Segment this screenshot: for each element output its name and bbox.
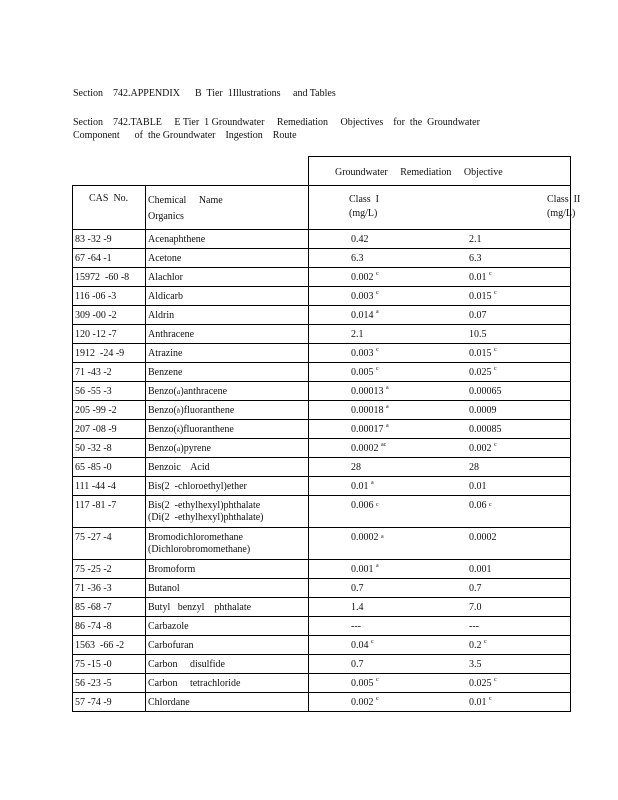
footnote-mark: a xyxy=(386,404,389,410)
table-row xyxy=(72,617,571,636)
footnote-mark: c xyxy=(494,677,497,683)
chemical-name: Benzo( xyxy=(148,424,177,435)
chemical-name: Atrazine xyxy=(148,348,183,359)
chemical-name-italic: a xyxy=(176,445,181,453)
cas-cell xyxy=(72,268,145,286)
chemical-name: Aldicarb xyxy=(148,291,183,302)
class2-value: 7.0 xyxy=(469,602,482,613)
cas-number: 207 -08 -9 xyxy=(75,424,117,435)
footnote-mark: c xyxy=(376,347,379,353)
class1-value: 0.7 xyxy=(351,659,364,670)
class1-value: 0.014 xyxy=(351,310,374,321)
chemical-cell xyxy=(145,496,308,527)
cas-number: 116 -06 -3 xyxy=(75,291,117,302)
cas-cell xyxy=(72,579,145,597)
class1-value: 6.3 xyxy=(351,253,364,264)
table-row xyxy=(72,268,571,287)
class1-cell xyxy=(308,287,426,305)
table-row xyxy=(72,496,571,528)
class1-value: 0.002 xyxy=(351,272,374,283)
header-class2-unit: (mg/L) xyxy=(547,208,576,219)
class2-cell xyxy=(426,636,571,654)
chemical-name-italic: a xyxy=(176,388,181,396)
footnote-mark: c xyxy=(376,366,379,372)
footnote-mark: a xyxy=(381,534,384,540)
table-row xyxy=(72,655,571,674)
footnote-mark: c xyxy=(489,271,492,277)
class2-value: 0.015 xyxy=(469,348,492,359)
cas-number: 50 -32 -8 xyxy=(75,443,112,454)
class1-value: 0.7 xyxy=(351,583,364,594)
class2-cell xyxy=(426,306,571,324)
class2-cell xyxy=(426,401,571,419)
footnote-mark: c xyxy=(371,639,374,645)
chemical-name: Alachlor xyxy=(148,272,183,283)
chemical-name: Bromodichloromethane xyxy=(148,532,243,543)
class2-value: 0.0009 xyxy=(469,405,497,416)
chemical-name-italic: b xyxy=(176,407,181,415)
footnote-mark: c xyxy=(489,502,492,508)
footnote-mark: a xyxy=(386,385,389,391)
class1-cell xyxy=(308,401,426,419)
cas-cell xyxy=(72,287,145,305)
header-class1-label: Class I xyxy=(349,194,379,205)
chemical-name-alt: (Di(2 -ethylhexyl)phthalate) xyxy=(148,512,264,523)
class1-value: 2.1 xyxy=(351,329,364,340)
chemical-name: Bromoform xyxy=(148,564,196,575)
chemical-cell xyxy=(145,617,308,635)
footnote-mark: c xyxy=(489,696,492,702)
class1-value: --- xyxy=(351,621,361,632)
table-row xyxy=(72,382,571,401)
class2-cell xyxy=(426,325,571,343)
header-class1 xyxy=(308,186,426,229)
chemical-name: Benzene xyxy=(148,367,183,378)
class2-cell xyxy=(426,458,571,476)
table-row xyxy=(72,693,571,712)
cas-cell xyxy=(72,598,145,616)
class2-cell xyxy=(426,579,571,597)
chemical-name-rest: )fluoranthene xyxy=(180,424,234,435)
group-header-label: Groundwater Remediation Objective xyxy=(335,167,503,178)
section-heading: Section 742.APPENDIX B Tier 1Illustrations and Tables xyxy=(73,88,336,99)
table-row xyxy=(72,477,571,496)
table-row xyxy=(72,401,571,420)
chemical-name-rest: )anthracene xyxy=(180,386,228,397)
class2-value: 0.002 xyxy=(469,443,492,454)
class1-cell xyxy=(308,579,426,597)
class1-value: 0.00017 xyxy=(351,424,384,435)
class2-cell xyxy=(426,439,571,457)
class2-cell xyxy=(426,230,571,248)
class1-value: 1.4 xyxy=(351,602,364,613)
class1-value: 0.0002 xyxy=(351,443,379,454)
footnote-mark: c xyxy=(494,347,497,353)
cas-number: 75 -15 -0 xyxy=(75,659,112,670)
class2-value: 0.025 xyxy=(469,678,492,689)
cas-cell xyxy=(72,560,145,578)
header-chemical xyxy=(145,186,308,229)
class2-cell xyxy=(426,617,571,635)
class1-cell xyxy=(308,325,426,343)
class2-cell xyxy=(426,528,571,559)
cas-cell xyxy=(72,496,145,527)
header-cas-label: CAS No. xyxy=(89,193,129,204)
cas-cell xyxy=(72,693,145,711)
class1-cell xyxy=(308,249,426,267)
table-row xyxy=(72,287,571,306)
class2-cell xyxy=(426,382,571,400)
class2-cell xyxy=(426,693,571,711)
cas-number: 71 -36 -3 xyxy=(75,583,112,594)
cas-cell xyxy=(72,477,145,495)
header-cas xyxy=(72,186,145,229)
chemical-name: Carbon tetrachloride xyxy=(148,678,241,689)
chemical-cell xyxy=(145,636,308,654)
cas-number: 86 -74 -8 xyxy=(75,621,112,632)
chemical-name: Bis(2 -chloroethyl)ether xyxy=(148,481,247,492)
class1-value: 0.0002 xyxy=(351,532,379,543)
chemical-cell xyxy=(145,439,308,457)
class2-cell xyxy=(426,287,571,305)
class1-cell xyxy=(308,439,426,457)
class2-value: 0.00065 xyxy=(469,386,502,397)
class2-cell xyxy=(426,496,571,527)
footnote-mark: c xyxy=(376,290,379,296)
cas-cell xyxy=(72,382,145,400)
class2-value: 0.07 xyxy=(469,310,487,321)
chemical-name-alt: (Dichlorobromomethane) xyxy=(148,544,251,555)
chemical-cell xyxy=(145,287,308,305)
cas-number: 15972 -60 -8 xyxy=(75,272,130,283)
class1-cell xyxy=(308,617,426,635)
cas-cell xyxy=(72,439,145,457)
table-grid xyxy=(72,185,581,712)
cas-number: 85 -68 -7 xyxy=(75,602,112,613)
class1-cell xyxy=(308,458,426,476)
footnote-mark: c xyxy=(494,290,497,296)
class1-value: 0.04 xyxy=(351,640,369,651)
chemical-cell xyxy=(145,401,308,419)
cas-number: 57 -74 -9 xyxy=(75,697,112,708)
class1-value: 0.003 xyxy=(351,348,374,359)
footnote-mark: c xyxy=(376,271,379,277)
cas-cell xyxy=(72,249,145,267)
table-title: Section 742.TABLE E Tier 1 Groundwater Remediation Objectives for the Groundwater xyxy=(73,117,480,128)
cas-cell xyxy=(72,306,145,324)
chemical-name-rest: )fluoranthene xyxy=(180,405,235,416)
header-chemical-label: Chemical Name xyxy=(148,195,223,206)
class1-value: 0.00013 xyxy=(351,386,384,397)
class2-value: --- xyxy=(469,621,479,632)
cas-number: 205 -99 -2 xyxy=(75,405,117,416)
class2-value: 0.015 xyxy=(469,291,492,302)
class2-cell xyxy=(426,344,571,362)
class2-value: 0.00085 xyxy=(469,424,502,435)
table-row xyxy=(72,439,571,458)
table-row xyxy=(72,230,571,249)
chemical-cell xyxy=(145,363,308,381)
table-row xyxy=(72,528,571,560)
footnote-mark: c xyxy=(484,639,487,645)
class1-cell xyxy=(308,306,426,324)
cas-cell xyxy=(72,325,145,343)
cas-cell xyxy=(72,420,145,438)
cas-cell xyxy=(72,458,145,476)
chemical-cell xyxy=(145,528,308,559)
chemical-cell xyxy=(145,382,308,400)
class1-cell xyxy=(308,598,426,616)
class2-value: 0.01 xyxy=(469,272,487,283)
class1-value: 0.003 xyxy=(351,291,374,302)
chemical-name: Anthracene xyxy=(148,329,195,340)
class1-value: 0.00018 xyxy=(351,405,384,416)
chemical-cell xyxy=(145,420,308,438)
table-row xyxy=(72,598,571,617)
class2-cell xyxy=(426,560,571,578)
chemical-cell xyxy=(145,344,308,362)
class1-cell xyxy=(308,363,426,381)
table-row xyxy=(72,325,571,344)
cas-number: 75 -27 -4 xyxy=(75,532,112,543)
cas-cell xyxy=(72,363,145,381)
chemical-name: Carbofuran xyxy=(148,640,194,651)
table-title-continued: Component of the Groundwater Ingestion Route xyxy=(73,130,297,141)
class1-cell xyxy=(308,636,426,654)
class1-value: 0.002 xyxy=(351,697,374,708)
cas-number: 56 -55 -3 xyxy=(75,386,112,397)
cas-number: 309 -00 -2 xyxy=(75,310,117,321)
class1-cell xyxy=(308,496,426,527)
chemical-name: Butanol xyxy=(148,583,180,594)
cas-cell xyxy=(72,344,145,362)
chemical-cell xyxy=(145,477,308,495)
class2-cell xyxy=(426,598,571,616)
class1-cell xyxy=(308,477,426,495)
cas-cell xyxy=(72,401,145,419)
chemical-cell xyxy=(145,230,308,248)
class2-value: 0.7 xyxy=(469,583,482,594)
chemical-cell xyxy=(145,560,308,578)
class1-cell xyxy=(308,268,426,286)
cas-number: 65 -85 -0 xyxy=(75,462,112,473)
class1-value: 0.005 xyxy=(351,367,374,378)
chemical-cell xyxy=(145,655,308,673)
table-row xyxy=(72,306,571,325)
cas-number: 83 -32 -9 xyxy=(75,234,112,245)
class2-value: 0.2 xyxy=(469,640,482,651)
footnote-mark: a xyxy=(376,309,379,315)
class2-value: 6.3 xyxy=(469,253,482,264)
chemical-name-rest: )pyrene xyxy=(180,443,211,454)
chemical-name: Acenaphthene xyxy=(148,234,206,245)
footnote-mark: ac xyxy=(381,442,387,448)
cas-cell xyxy=(72,674,145,692)
class2-value: 0.01 xyxy=(469,697,487,708)
chemical-name: Butyl benzyl phthalate xyxy=(148,602,252,613)
footnote-mark: c xyxy=(494,442,497,448)
cas-number: 117 -81 -7 xyxy=(75,500,117,511)
class1-cell xyxy=(308,693,426,711)
class2-value: 28 xyxy=(469,462,479,473)
chemical-cell xyxy=(145,598,308,616)
cas-number: 120 -12 -7 xyxy=(75,329,117,340)
class2-cell xyxy=(426,268,571,286)
footnote-mark: c xyxy=(376,502,379,508)
cas-cell xyxy=(72,230,145,248)
table-row xyxy=(72,249,571,268)
chemical-name: Acetone xyxy=(148,253,182,264)
class2-cell xyxy=(426,363,571,381)
class1-value: 0.01 xyxy=(351,481,369,492)
footnote-mark: a xyxy=(371,480,374,486)
chemical-name-italic: k xyxy=(176,426,180,434)
cas-cell xyxy=(72,636,145,654)
chemical-name: Aldrin xyxy=(148,310,175,321)
chemical-cell xyxy=(145,458,308,476)
table-row xyxy=(72,458,571,477)
class1-cell xyxy=(308,230,426,248)
class1-cell xyxy=(308,382,426,400)
class2-cell xyxy=(426,477,571,495)
table-row xyxy=(72,674,571,693)
class2-value: 0.001 xyxy=(469,564,492,575)
cas-number: 1563 -66 -2 xyxy=(75,640,125,651)
header-class2-label: Class II xyxy=(547,194,581,205)
table-row xyxy=(72,420,571,439)
chemical-name: Carbon disulfide xyxy=(148,659,225,670)
class2-value: 0.0002 xyxy=(469,532,497,543)
cas-number: 1912 -24 -9 xyxy=(75,348,125,359)
chemical-name: Benzo( xyxy=(148,443,177,454)
class1-cell xyxy=(308,655,426,673)
class1-cell xyxy=(308,674,426,692)
chemical-cell xyxy=(145,325,308,343)
class1-value: 0.006 xyxy=(351,500,374,511)
class2-value: 0.025 xyxy=(469,367,492,378)
class2-value: 3.5 xyxy=(469,659,482,670)
table-row xyxy=(72,344,571,363)
class2-cell xyxy=(426,655,571,673)
chemical-cell xyxy=(145,268,308,286)
cas-number: 56 -23 -5 xyxy=(75,678,112,689)
class1-cell xyxy=(308,560,426,578)
class1-value: 28 xyxy=(351,462,361,473)
class2-value: 2.1 xyxy=(469,234,482,245)
class2-value: 0.06 xyxy=(469,500,487,511)
class1-cell xyxy=(308,528,426,559)
chemical-name: Carbazole xyxy=(148,621,189,632)
class1-value: 0.005 xyxy=(351,678,374,689)
footnote-mark: c xyxy=(494,366,497,372)
cas-number: 67 -64 -1 xyxy=(75,253,112,264)
chemical-cell xyxy=(145,579,308,597)
class2-value: 10.5 xyxy=(469,329,487,340)
footnote-mark: c xyxy=(376,696,379,702)
class2-cell xyxy=(426,249,571,267)
header-class2 xyxy=(426,186,581,229)
footnote-mark: c xyxy=(376,677,379,683)
table-row xyxy=(72,363,571,382)
chemical-cell xyxy=(145,249,308,267)
footnote-mark: a xyxy=(386,423,389,429)
cas-number: 71 -43 -2 xyxy=(75,367,112,378)
class2-cell xyxy=(426,420,571,438)
table-row xyxy=(72,636,571,655)
footnote-mark: a xyxy=(376,563,379,569)
header-organics-label: Organics xyxy=(148,211,184,222)
table-row xyxy=(72,579,571,598)
group-header xyxy=(308,156,571,185)
class1-value: 0.001 xyxy=(351,564,374,575)
cas-cell xyxy=(72,528,145,559)
chemical-cell xyxy=(145,306,308,324)
chemical-name: Benzo( xyxy=(148,405,177,416)
class1-value: 0.42 xyxy=(351,234,369,245)
chemical-name: Chlordane xyxy=(148,697,190,708)
cas-cell xyxy=(72,617,145,635)
header-class1-unit: (mg/L) xyxy=(349,208,378,219)
chemical-name: Benzoic Acid xyxy=(148,462,210,473)
cas-number: 111 -44 -4 xyxy=(75,481,116,492)
chemical-name: Bis(2 -ethylhexyl)phthalate xyxy=(148,500,261,511)
class2-cell xyxy=(426,674,571,692)
cas-number: 75 -25 -2 xyxy=(75,564,112,575)
class1-cell xyxy=(308,344,426,362)
chemical-cell xyxy=(145,674,308,692)
chemical-cell xyxy=(145,693,308,711)
column-header-row xyxy=(72,186,581,230)
class2-value: 0.01 xyxy=(469,481,487,492)
chemical-name: Benzo( xyxy=(148,386,177,397)
cas-cell xyxy=(72,655,145,673)
class1-cell xyxy=(308,420,426,438)
table-row xyxy=(72,560,571,579)
